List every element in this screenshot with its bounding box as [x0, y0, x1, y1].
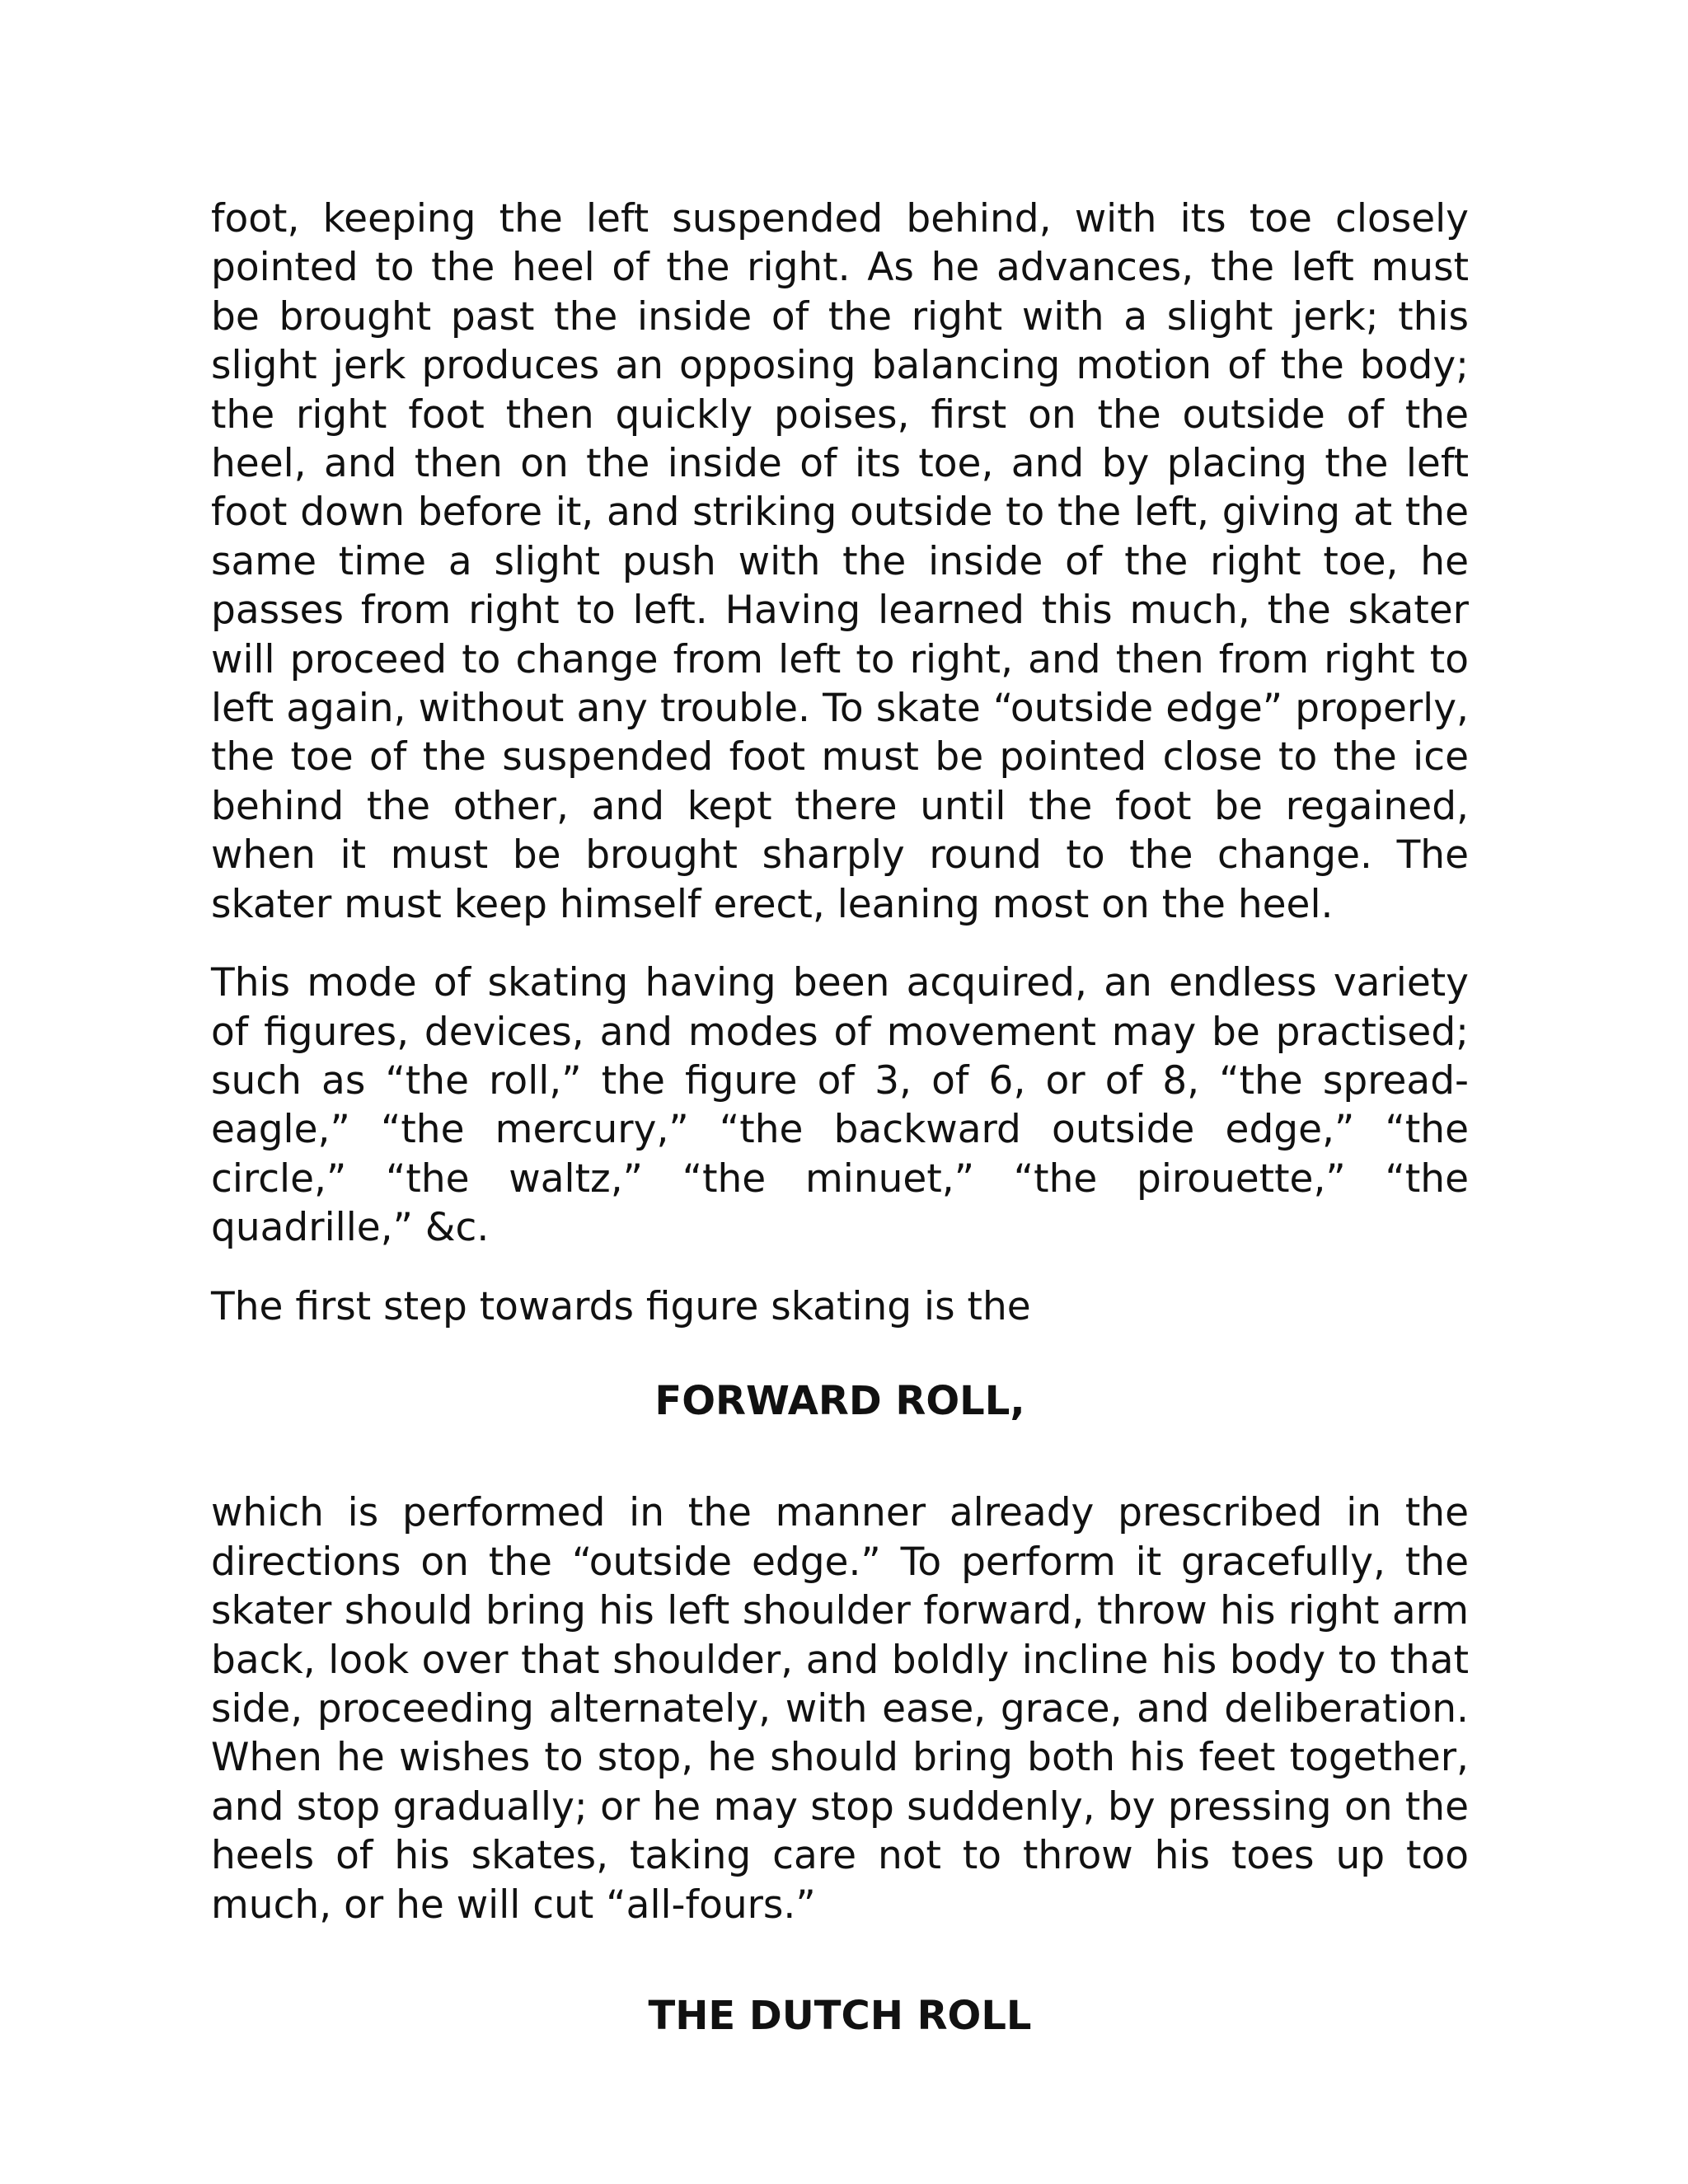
paragraph-figures: This mode of skating having been acquired, an endless variety of figures, devices, and modes of movement may be practised; such as “the roll,” the figure of 3, of 6, or of 8, “the spread-eagle,” “the mercury,” “the backward outside edge,” “the circle,” “the waltz,” “the minuet,” “the pirouette,” “the quadrille,” &c.: [211, 960, 1469, 1251]
paragraph-first-step: The first step towards figure skating is the: [211, 1283, 1031, 1329]
heading-forward-roll: FORWARD ROLL,: [654, 1377, 1025, 1424]
heading-dutch-roll: THE DUTCH ROLL: [648, 1993, 1032, 2039]
paragraph-forward-roll: which is performed in the manner already prescribed in the directions on the “outside edge.” To perform it gracefully, the skater should bring his left shoulder forward, throw his right arm back, look over that shoulder, and boldly incline his body to that side, proceeding alternately, with ease, grace, and deliberation. When he wishes to stop, he should bring both his feet together, and stop gradually; or he may stop suddenly, by pressing on the heels of his skates, taking care not to throw his toes up too much, or he will cut “all-fours.”: [211, 1490, 1469, 1928]
page-text: [211, 194, 1469, 2041]
paragraph-outside-edge: foot, keeping the left suspended behind, with its toe closely pointed to the heel of the right. As he advances, the left must be brought past the inside of the right with a slight jerk; this slight jerk produces an opposing balancing motion of the body; the right foot then quickly poises, first on the outside of the heel, and then on the inside of its toe, and by placing the left foot down before it, and striking outside to the left, giving at the same time a slight push with the inside of the right toe, he passes from right to left. Having learned this much, the skater will proceed to change from left to right, and then from right to left again, without any trouble. To skate “outside edge” properly, the toe of the suspended foot must be pointed close to the ice behind the other, and kept there until the foot be regained, when it must be brought sharply round to the change. The skater must keep himself erect, leaning most on the heel.: [211, 196, 1469, 927]
